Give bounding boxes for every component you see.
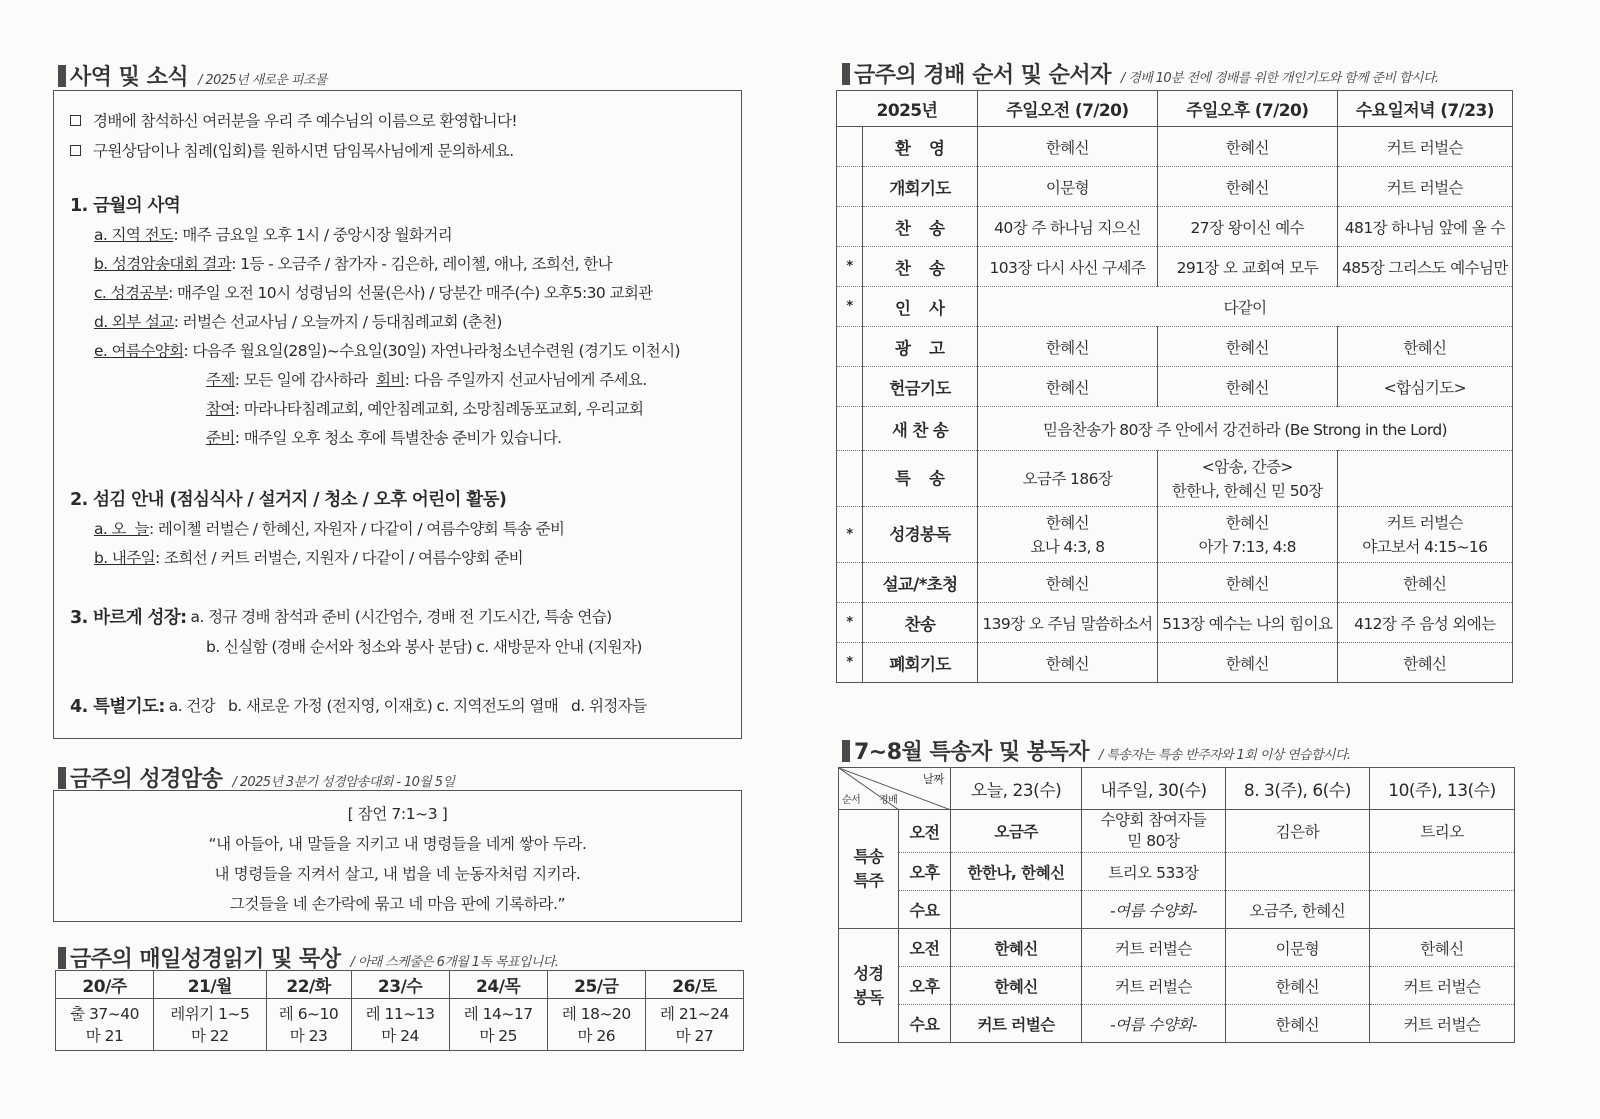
nt-reading: 마 24 <box>381 1026 419 1045</box>
assignee-cell: 485장 그리스도 예수님만 <box>1337 247 1512 287</box>
service-label: 오후 <box>899 853 951 891</box>
singer-row <box>839 929 1515 967</box>
role-label: 환영 <box>863 127 978 167</box>
assignee-cell: 한혜신 <box>1337 643 1512 683</box>
ot-reading: 레 11~13 <box>365 1004 435 1023</box>
news-title: 사역 및 소식 <box>70 65 189 90</box>
assignee-cell: 한혜신 요나 4:3, 8 <box>978 507 1158 563</box>
ot-reading: 레 6~10 <box>278 1004 339 1023</box>
order-row <box>837 367 1513 407</box>
diagonal-corner-header <box>839 768 951 810</box>
assignee-cell: 한혜신 <box>1157 167 1337 207</box>
order-row <box>837 507 1513 563</box>
verse-section-title <box>58 762 454 793</box>
section2-heading: 2. 섬김 안내 (점심식사 / 설거지 / 청소 / 오후 어린이 활동) <box>70 489 507 510</box>
order-row <box>837 451 1513 507</box>
section1-heading: 1. 금월의 사역 <box>70 195 181 216</box>
assignee-cell: -여름 수양회- <box>1082 1005 1226 1043</box>
ot-reading: 레 14~17 <box>463 1004 533 1023</box>
assignee-cell: 이문형 <box>1225 929 1369 967</box>
reading-cell <box>56 999 154 1051</box>
singers-table <box>838 767 1515 1043</box>
assignee-cell: 한혜신 <box>1337 327 1512 367</box>
assignee-cell: 오금주, 한혜신 <box>1225 891 1369 929</box>
assignee-cell: 커트 러벌슨 <box>1370 1005 1515 1043</box>
ministry-item: c. 성경공부 : 매주일 오전 10시 성령님의 선물(은사) / 당분간 매주(수) 오후5:30 교회관 <box>94 283 653 302</box>
role-label: 폐회기도 <box>863 643 978 683</box>
assignee-cell: 한혜신 <box>1157 327 1337 367</box>
group-label: 성경 봉독 <box>839 929 899 1043</box>
assignee-cell <box>1337 451 1512 507</box>
standing-marker <box>837 327 863 367</box>
assignee-cell: 커트 러벌슨 <box>1370 967 1515 1005</box>
assignee-cell: <암송, 간증> 한한나, 한혜신 믿 50장 <box>1157 451 1337 507</box>
order-row <box>837 287 1513 327</box>
ot-reading: 레위기 1~5 <box>170 1004 250 1023</box>
standing-marker: * <box>837 507 863 563</box>
order-row <box>837 207 1513 247</box>
assignee-cell <box>951 891 1082 929</box>
assignee-cell: 한혜신 <box>951 929 1082 967</box>
assignee-cell: 트리오 533장 <box>1082 853 1226 891</box>
assignee-cell: 한혜신 <box>978 367 1158 407</box>
assignee-cell: 한혜신 아가 7:13, 4:8 <box>1157 507 1337 563</box>
role-label: 찬송 <box>863 247 978 287</box>
order-section-title <box>842 58 1438 89</box>
order-row <box>837 603 1513 643</box>
ot-reading: 출 37~40 <box>70 1004 139 1023</box>
order-row <box>837 327 1513 367</box>
order-row <box>837 643 1513 683</box>
assignee-cell: 한혜신 <box>1157 367 1337 407</box>
assignee-cell <box>1225 853 1369 891</box>
assignee-cell: 103장 다시 사신 구세주 <box>978 247 1158 287</box>
assignee-cell: 한혜신 <box>978 643 1158 683</box>
service-item: b. 내주일 : 조희선 / 커트 러벌슨, 지원자 / 다같이 / 여름수양회 준비 <box>94 548 523 567</box>
assignee-cell: 오금주 186장 <box>978 451 1158 507</box>
reading-cell <box>547 999 645 1051</box>
reading-cell <box>266 999 351 1051</box>
ministry-item: d. 외부 설교 : 러벌슨 선교사님 / 오늘까지 / 등대침례교회 (춘천) <box>94 312 502 331</box>
merged-cell: 믿음찬송가 80장 주 안에서 강건하라 (Be Strong in the Lord) <box>978 407 1513 451</box>
reading-subtitle: / 아래 스케줄은 6개월 1독 목표입니다. <box>350 955 559 970</box>
singers-subtitle: / 특송자는 특송 반주자와 1회 이상 연습합시다. <box>1099 748 1351 763</box>
section4-heading: 4. 특별기도: a. 건강 b. 새로운 가정 (전지영, 이재호) c. 지역전도의 열매 d. 위정자들 <box>70 696 647 717</box>
column-header: 수요일저녁 (7/23) <box>1337 91 1512 127</box>
section3-heading: 3. 바르게 성장: a. 정규 경배 참석과 준비 (시간엄수, 경배 전 기도시간, 특송 연습) <box>70 607 612 628</box>
singer-row <box>839 810 1515 853</box>
assignee-cell: 한혜신 <box>1157 563 1337 603</box>
retreat-subitem: 참여 : 마라나타침례교회, 예안침례교회, 소망침례동포교회, 우리교회 <box>206 399 644 418</box>
service-label: 오전 <box>899 810 951 853</box>
role-label: 헌금기도 <box>863 367 978 407</box>
news-section-title <box>58 60 327 91</box>
assignee-cell <box>1370 853 1515 891</box>
reading-title: 금주의 매일성경읽기 및 묵상 <box>70 947 341 972</box>
corner-date-label: 날짜 <box>922 772 944 786</box>
ministry-item: e. 여름수양회 : 다음주 월요일(28일)~수요일(30일) 자연나라청소년수련원 (경기도 이천시) <box>94 341 680 360</box>
role-label: 광고 <box>863 327 978 367</box>
singer-row <box>839 891 1515 929</box>
nt-reading: 마 26 <box>577 1026 616 1045</box>
reading-table <box>55 970 744 1051</box>
nt-reading: 마 21 <box>85 1026 124 1045</box>
nt-reading: 마 23 <box>289 1026 328 1045</box>
year-header: 2025년 <box>837 91 978 127</box>
order-row <box>837 563 1513 603</box>
date-header: 오늘, 23(수) <box>951 768 1082 810</box>
verse-subtitle: / 2025년 3분기 성경암송대회 - 10월 5일 <box>232 775 455 790</box>
assignee-cell: 커트 러벌슨 <box>1082 967 1226 1005</box>
assignee-cell: 한혜신 <box>1370 929 1515 967</box>
service-label: 오전 <box>899 929 951 967</box>
role-label: 찬송 <box>863 603 978 643</box>
role-label: 성경봉독 <box>863 507 978 563</box>
standing-marker <box>837 367 863 407</box>
assignee-cell: 한혜신 <box>978 127 1158 167</box>
order-row <box>837 247 1513 287</box>
column-header: 주일오후 (7/20) <box>1157 91 1337 127</box>
growth-line: b. 신실함 (경배 순서와 청소와 봉사 분담) c. 새방문자 안내 (지원자) <box>206 637 642 656</box>
day-header: 26/토 <box>645 971 743 999</box>
verse-line: 내 명령들을 지켜서 살고, 내 법을 네 눈동자처럼 지키라. <box>214 865 581 883</box>
checkbox-icon <box>70 115 81 126</box>
standing-marker <box>837 167 863 207</box>
memory-verse-box <box>53 790 742 922</box>
assignee-cell: 이문형 <box>978 167 1158 207</box>
assignee-cell: 한한나, 한혜신 <box>951 853 1082 891</box>
news-box <box>53 90 742 739</box>
assignee-cell: 27장 왕이신 예수 <box>1157 207 1337 247</box>
day-header: 21/월 <box>154 971 266 999</box>
counsel-line <box>70 135 725 165</box>
title-bar-marker <box>842 63 850 85</box>
assignee-cell: -여름 수양회- <box>1082 891 1226 929</box>
title-bar-marker <box>58 767 66 789</box>
standing-marker: * <box>837 603 863 643</box>
assignee-cell: 한혜신 <box>1157 643 1337 683</box>
reading-cell <box>645 999 743 1051</box>
nt-reading: 마 27 <box>675 1026 714 1045</box>
assignee-cell: 김은하 <box>1225 810 1369 853</box>
service-label: 수요 <box>899 891 951 929</box>
reading-section-title <box>58 942 558 973</box>
title-bar-marker <box>58 947 66 969</box>
assignee-cell: 커트 러벌슨 <box>1337 127 1512 167</box>
assignee-cell: 커트 러벌슨 <box>1337 167 1512 207</box>
nt-reading: 마 22 <box>191 1026 229 1045</box>
merged-cell: 다같이 <box>978 287 1513 327</box>
reading-cell <box>351 999 449 1051</box>
day-header: 22/화 <box>266 971 351 999</box>
role-label: 특송 <box>863 451 978 507</box>
day-header: 23/수 <box>351 971 449 999</box>
assignee-cell: 한혜신 <box>1225 967 1369 1005</box>
standing-marker <box>837 563 863 603</box>
ministry-item: b. 성경암송대회 결과 : 1등 - 오금주 / 참가자 - 김은하, 레이첼, 애나, 조희선, 한나 <box>94 254 613 273</box>
role-label: 인사 <box>863 287 978 327</box>
assignee-cell: 291장 오 교회여 모두 <box>1157 247 1337 287</box>
assignee-cell: 커트 러벌슨 야고보서 4:15~16 <box>1337 507 1512 563</box>
verse-line: 그것들을 네 손가락에 묶고 네 마음 판에 기록하라.” <box>229 895 566 913</box>
singers-section-title <box>842 735 1350 766</box>
assignee-cell: 한혜신 <box>951 967 1082 1005</box>
assignee-cell: 수양회 참여자들 믿 80장 <box>1082 810 1226 853</box>
role-label: 새 찬 송 <box>863 407 978 451</box>
role-label: 설교/*초청 <box>863 563 978 603</box>
assignee-cell: 481장 하나님 앞에 올 수 <box>1337 207 1512 247</box>
date-header: 10(주), 13(수) <box>1370 768 1515 810</box>
assignee-cell: 커트 러벌슨 <box>951 1005 1082 1043</box>
assignee-cell: 한혜신 <box>978 327 1158 367</box>
assignee-cell: 513장 예수는 나의 힘이요 <box>1157 603 1337 643</box>
reading-cell <box>154 999 266 1051</box>
title-bar-marker <box>58 65 66 87</box>
counsel-text: 구원상담이나 침례(입회)를 원하시면 담임목사님에게 문의하세요. <box>93 142 514 160</box>
role-label: 개회기도 <box>863 167 978 207</box>
retreat-subitem: 준비 : 매주일 오후 청소 후에 특별찬송 준비가 있습니다. <box>206 428 562 447</box>
standing-marker <box>837 451 863 507</box>
welcome-line <box>70 105 725 135</box>
ministry-item: a. 지역 전도 : 매주 금요일 오후 1시 / 중앙시장 월화거리 <box>94 225 453 244</box>
welcome-text: 경배에 참석하신 여러분을 우리 주 예수님의 이름으로 환영합니다! <box>93 112 517 130</box>
singer-row <box>839 853 1515 891</box>
verse-title: 금주의 성경암송 <box>70 767 223 792</box>
standing-marker: * <box>837 247 863 287</box>
verse-line: “내 아들아, 내 말들을 지키고 내 명령들을 네게 쌓아 두라. <box>208 835 587 853</box>
singers-title: 7~8월 특송자 및 봉독자 <box>854 740 1090 765</box>
role-label: 찬송 <box>863 207 978 247</box>
group-label: 특송 특주 <box>839 810 899 929</box>
ot-reading: 레 21~24 <box>660 1004 729 1023</box>
service-label: 오후 <box>899 967 951 1005</box>
order-row <box>837 127 1513 167</box>
nt-reading: 마 25 <box>479 1026 517 1045</box>
standing-marker <box>837 127 863 167</box>
singer-row <box>839 1005 1515 1043</box>
reading-cell <box>449 999 547 1051</box>
day-header: 24/목 <box>449 971 547 999</box>
assignee-cell: 40장 주 하나님 지으신 <box>978 207 1158 247</box>
verse-reference: [ 잠언 7:1~3 ] <box>347 805 448 823</box>
assignee-cell: 한혜신 <box>1157 127 1337 167</box>
standing-marker: * <box>837 287 863 327</box>
retreat-subitem: 주제 : 모든 일에 감사하라 회비 : 다음 주일까지 선교사님에게 주세요. <box>206 370 647 389</box>
assignee-cell: 오금주 <box>951 810 1082 853</box>
checkbox-icon <box>70 145 81 156</box>
assignee-cell <box>1370 891 1515 929</box>
day-header: 20/주 <box>56 971 154 999</box>
assignee-cell: 한혜신 <box>1337 563 1512 603</box>
column-header: 주일오전 (7/20) <box>978 91 1158 127</box>
date-header: 내주일, 30(수) <box>1082 768 1226 810</box>
assignee-cell: 한혜신 <box>1225 1005 1369 1043</box>
standing-marker <box>837 407 863 451</box>
singer-row <box>839 967 1515 1005</box>
service-label: 수요 <box>899 1005 951 1043</box>
service-item: a. 오 늘 : 레이첼 러벌슨 / 한혜신, 자원자 / 다같이 / 여름수양회 특송 준비 <box>94 519 565 538</box>
worship-order-table <box>836 90 1513 683</box>
assignee-cell: 한혜신 <box>978 563 1158 603</box>
corner-service-label: 경배 <box>879 795 898 806</box>
date-header: 8. 3(주), 6(수) <box>1225 768 1369 810</box>
order-title: 금주의 경배 순서 및 순서자 <box>854 63 1111 88</box>
assignee-cell: <합심기도> <box>1337 367 1512 407</box>
news-subtitle: / 2025년 새로운 피조물 <box>198 73 327 88</box>
standing-marker: * <box>837 643 863 683</box>
order-row <box>837 407 1513 451</box>
title-bar-marker <box>842 740 850 762</box>
day-header: 25/금 <box>547 971 645 999</box>
corner-order-label: 순서 <box>842 795 861 806</box>
ot-reading: 레 18~20 <box>561 1004 631 1023</box>
assignee-cell: 트리오 <box>1370 810 1515 853</box>
assignee-cell: 412장 주 음성 외에는 <box>1337 603 1512 643</box>
order-subtitle: / 경배 10분 전에 경배를 위한 개인기도와 함께 준비 합시다. <box>1120 71 1439 86</box>
assignee-cell: 커트 러벌슨 <box>1082 929 1226 967</box>
assignee-cell: 139장 오 주님 말씀하소서 <box>978 603 1158 643</box>
order-row <box>837 167 1513 207</box>
standing-marker <box>837 207 863 247</box>
